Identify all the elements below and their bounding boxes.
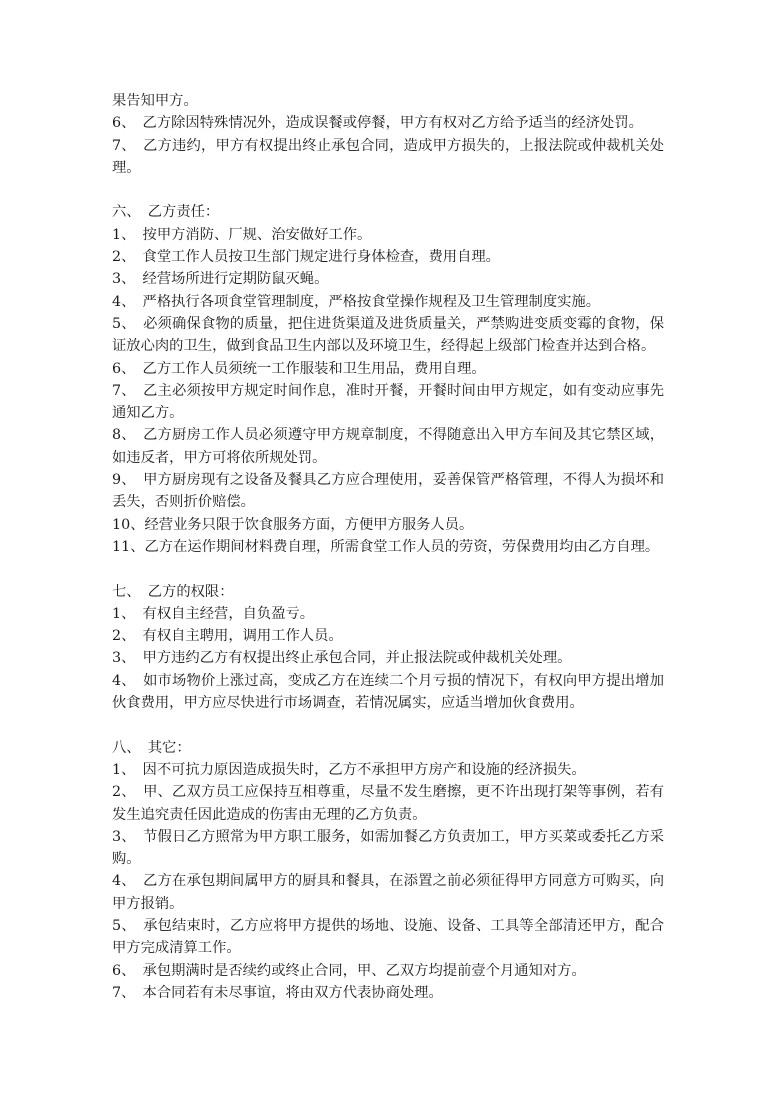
clause-item: 5、 承包结束时，乙方应将甲方提供的场地、设施、设备、工具等全部清还甲方，配合甲方完成清算工作。 <box>112 917 664 957</box>
clause-item: 1、 因不可抗力原因造成损失时，乙方不承担甲方房产和设施的经济损失。 <box>112 761 586 778</box>
document-page <box>112 90 664 1004</box>
intro-line: 果告知甲方。 <box>112 93 198 109</box>
section-gap <box>112 558 664 580</box>
clause-item: 6、 乙方工作人员须统一工作服装和卫生用品，费用自理。 <box>112 360 486 377</box>
clause-item: 8、 乙方厨房工作人员必须遵守甲方规章制度，不得随意出入甲方车间及其它禁区域，如违反者，甲方可将依所规处罚。 <box>112 427 664 466</box>
clause-item: 3、 甲方违约乙方有权提出终止承包合同，并止报法院或仲裁机关处理。 <box>112 650 572 667</box>
clause-item: 7、 本合同若有未尽事谊，将由双方代表协商处理。 <box>112 984 443 1001</box>
clause-item: 4、 乙方在承包期间属甲方的厨具和餐具，在添置之前必须征得甲方同意方可购买，向甲方报销。 <box>112 873 664 912</box>
section-party-b-responsibilities <box>112 201 664 558</box>
section-gap <box>112 179 664 201</box>
intro-line: 7、 乙方违约，甲方有权提出终止承包合同，造成甲方损失的，上报法院或仲裁机关处理。 <box>112 137 664 176</box>
section-other <box>112 737 664 1005</box>
clause-item: 10、经营业务只限于饮食服务方面，方便甲方服务人员。 <box>112 516 474 533</box>
section-gap <box>112 714 664 736</box>
clause-item: 2、 食堂工作人员按卫生部门规定进行身体检查，费用自理。 <box>112 249 500 266</box>
clause-item: 2、 甲、乙双方员工应保持互相尊重，尽量不发生磨擦，更不许出现打架等事例，若有发生追究责任因此造成的伤害由无理的乙方负责。 <box>112 784 664 823</box>
clause-item: 5、 必须确保食物的质量，把住进货渠道及进货质量关，严禁购进变质变霉的食物，保证放心肉的卫生，做到食品卫生内部以及环境卫生，经得起上级部门检查并达到合格。 <box>112 315 664 355</box>
clause-item: 6、 承包期满时是否续约或终止合同，甲、乙双方均提前壹个月通知对方。 <box>112 962 586 979</box>
clause-item: 3、 节假日乙方照常为甲方职工服务，如需加餐乙方负责加工，甲方买菜或委托乙方采购。 <box>112 828 664 868</box>
clause-item: 11、乙方在运作期间材料费自理，所需食堂工作人员的劳资，劳保费用均由乙方自理。 <box>112 538 660 555</box>
clause-item: 2、 有权自主聘用，调用工作人员。 <box>112 628 343 645</box>
section-heading: 六、 乙方责任： <box>112 204 220 221</box>
clause-item: 3、 经营场所进行定期防鼠灭蝇。 <box>112 271 329 288</box>
section-heading: 七、 乙方的权限： <box>112 583 234 600</box>
intro-block <box>112 90 664 179</box>
clause-item: 9、 甲方厨房现有之设备及餐具乙方应合理使用，妥善保管严格管理，不得人为损坏和丢失，否则折价赔偿。 <box>112 472 664 511</box>
intro-line: 6、 乙方除因特殊情况外，造成误餐或停餐，甲方有权对乙方给予适当的经济处罚。 <box>112 115 643 132</box>
clause-item: 1、 按甲方消防、厂规、治安做好工作。 <box>112 226 372 243</box>
clause-item: 4、 严格执行各项食堂管理制度，严格按食堂操作规程及卫生管理制度实施。 <box>112 293 601 310</box>
clause-item: 4、 如市场物价上涨过高，变成乙方在连续二个月亏损的情况下，有权向甲方提出增加伙食费用，甲方应尽快进行市场调查，若情况属实，应适当增加伙食费用。 <box>112 672 664 712</box>
clause-item: 7、 乙主必须按甲方规定时间作息，准时开餐，开餐时间由甲方规定，如有变动应事先通知乙方。 <box>112 382 664 422</box>
clause-item: 1、 有权自主经营，自负盈亏。 <box>112 605 315 622</box>
section-party-b-rights <box>112 581 664 715</box>
section-heading: 八、 其它： <box>112 739 191 756</box>
